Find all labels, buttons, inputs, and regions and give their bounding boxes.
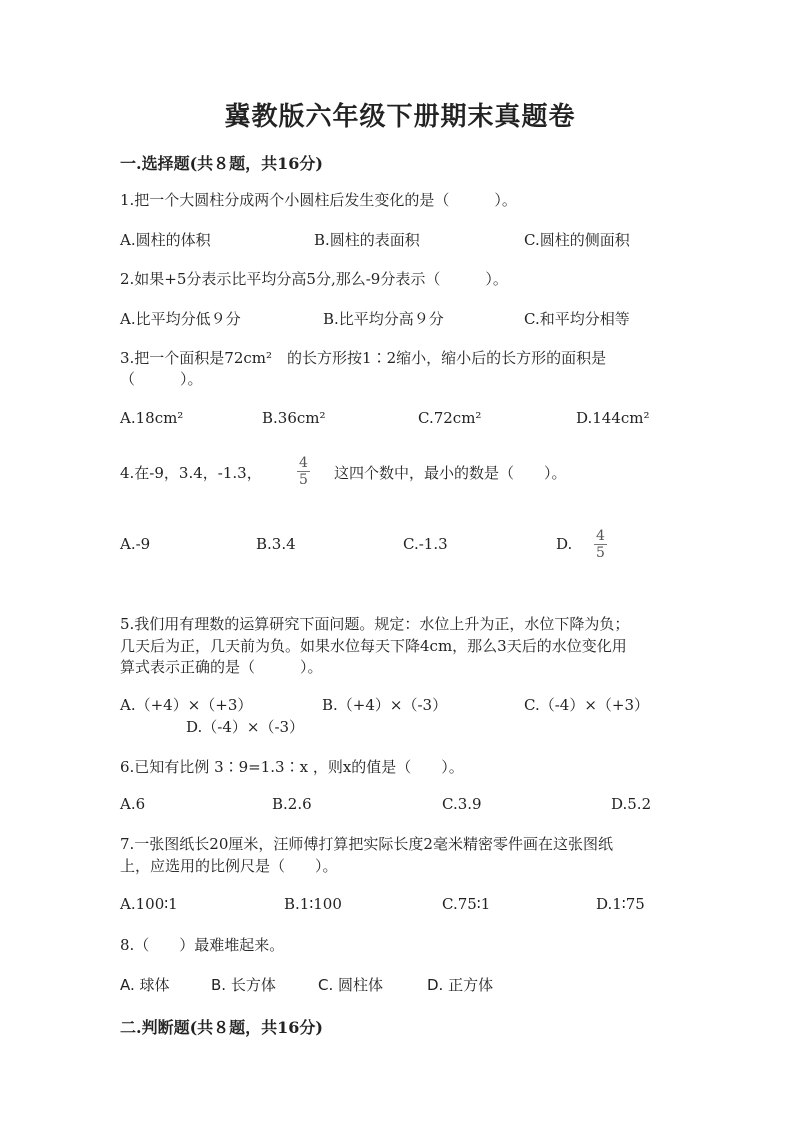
question-4-fraction-numerator: 4 xyxy=(299,455,308,471)
question-3-option-d[interactable]: D.144cm² xyxy=(576,409,650,427)
question-2-option-a[interactable]: A.比平均分低９分 xyxy=(120,310,241,328)
section-heading-judgement: 二.判断题(共８题，共16分) xyxy=(120,1018,323,1037)
question-4-option-d-fraction xyxy=(594,528,607,561)
question-4-option-a[interactable]: A.-9 xyxy=(120,535,151,553)
question-5-option-d[interactable]: D.（-4）×（-3） xyxy=(186,718,305,736)
question-7-option-d[interactable]: D.1∶75 xyxy=(596,895,645,913)
question-4-option-d-denominator: 5 xyxy=(596,545,605,561)
question-1-option-b[interactable]: B.圆柱的表面积 xyxy=(314,231,420,249)
question-5-text-line-1: 5.我们用有理数的运算研究下面问题。规定：水位上升为正，水位下降为负； xyxy=(120,615,630,633)
question-7-option-a[interactable]: A.100∶1 xyxy=(120,895,178,913)
question-4-text-part-1: 4.在-9，3.4，-1.3， xyxy=(120,464,262,482)
question-2-option-c[interactable]: C.和平均分相等 xyxy=(524,310,630,328)
question-4-fraction xyxy=(297,455,310,488)
question-4-option-d[interactable]: D. xyxy=(556,535,573,553)
question-2-text: 2.如果+5分表示比平均分高5分,那么-9分表示（ ）。 xyxy=(120,270,508,288)
question-8-option-d[interactable]: D. 正方体 xyxy=(427,976,494,994)
question-1-text: 1.把一个大圆柱分成两个小圆柱后发生变化的是（ ）。 xyxy=(120,191,517,209)
question-8-option-b[interactable]: B. 长方体 xyxy=(211,976,276,994)
question-4-text-part-2: 这四个数中，最小的数是（ ）。 xyxy=(334,464,567,482)
question-2-option-b[interactable]: B.比平均分高９分 xyxy=(323,310,444,328)
question-5-option-c[interactable]: C.（-4）×（+3） xyxy=(524,696,650,714)
question-4-fraction-denominator: 5 xyxy=(299,472,308,488)
question-3-option-a[interactable]: A.18cm² xyxy=(120,409,184,427)
question-8-option-a[interactable]: A. 球体 xyxy=(120,976,170,994)
question-3-text-line-1: 3.把一个面积是72cm² 的长方形按1∶2缩小，缩小后的长方形的面积是 xyxy=(120,349,607,367)
question-6-option-c[interactable]: C.3.9 xyxy=(442,795,482,813)
question-5-text-line-3: 算式表示正确的是（ ）。 xyxy=(120,658,323,676)
question-7-option-b[interactable]: B.1∶100 xyxy=(284,895,342,913)
question-5-option-b[interactable]: B.（+4）×（-3） xyxy=(322,696,448,714)
question-4-option-c[interactable]: C.-1.3 xyxy=(403,535,448,553)
question-5-option-a[interactable]: A.（+4）×（+3） xyxy=(120,696,253,714)
question-4-option-b[interactable]: B.3.4 xyxy=(256,535,296,553)
question-6-text: 6.已知有比例 3∶9=1.3∶x ，则x的值是（ ）。 xyxy=(120,758,464,776)
question-1-option-a[interactable]: A.圆柱的体积 xyxy=(120,231,211,249)
question-3-text-line-2: （ ）。 xyxy=(120,370,203,388)
question-4-option-d-numerator: 4 xyxy=(596,528,605,544)
question-6-option-a[interactable]: A.6 xyxy=(120,795,146,813)
question-7-option-c[interactable]: C.75∶1 xyxy=(442,895,491,913)
question-8-text: 8.（ ）最难堆起来。 xyxy=(120,936,285,954)
question-5-text-line-2: 几天后为正，几天前为负。如果水位每天下降4cm，那么3天后的水位变化用 xyxy=(120,637,627,655)
question-6-option-b[interactable]: B.2.6 xyxy=(272,795,312,813)
section-heading-choice: 一.选择题(共８题，共16分) xyxy=(120,154,323,173)
question-1-option-c[interactable]: C.圆柱的侧面积 xyxy=(524,231,630,249)
question-7-text-line-2: 上，应选用的比例尺是（ ）。 xyxy=(120,857,338,875)
question-6-option-d[interactable]: D.5.2 xyxy=(611,795,652,813)
question-3-option-c[interactable]: C.72cm² xyxy=(418,409,482,427)
question-8-option-c[interactable]: C. 圆柱体 xyxy=(318,976,384,994)
question-3-option-b[interactable]: B.36cm² xyxy=(262,409,326,427)
question-7-text-line-1: 7.一张图纸长20厘米，汪师傅打算把实际长度2毫米精密零件画在这张图纸 xyxy=(120,835,613,853)
page-title: 冀教版六年级下册期末真题卷 xyxy=(224,102,576,132)
